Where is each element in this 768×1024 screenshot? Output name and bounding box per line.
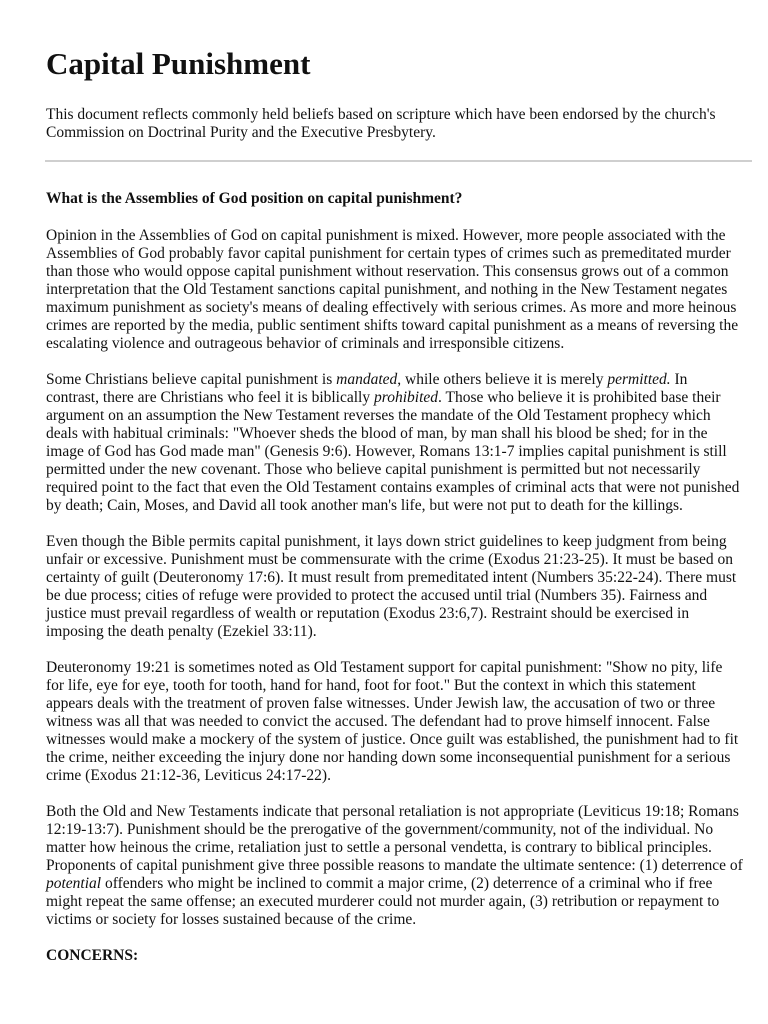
- text-segment: Assemblies of God probably favor capital punishment for certain types of crimes such as premeditated murder: [46, 245, 731, 262]
- text-line: [46, 587, 743, 605]
- text-segment: certainty of guilt (Deuteronomy 17:6). It must result from premeditated intent (Numbers 35:22-24). There must: [46, 569, 737, 586]
- text-segment: This document reflects commonly held beliefs based on scripture which have been endorsed by the church's: [46, 106, 716, 123]
- text-line: [46, 623, 743, 641]
- emphasized-text: permitted.: [607, 371, 671, 388]
- text-line: [46, 893, 743, 911]
- text-line: [46, 713, 743, 731]
- text-line: [46, 911, 743, 929]
- document-body: [46, 227, 743, 965]
- text-segment: , while others believe it is merely: [397, 371, 608, 388]
- text-line: [46, 857, 743, 875]
- body-paragraph: [46, 533, 743, 641]
- text-line: [46, 371, 743, 389]
- text-segment: imposing the death penalty (Ezekiel 33:11).: [46, 623, 317, 640]
- emphasized-text: prohibited: [374, 389, 439, 406]
- text-line: [46, 443, 743, 461]
- text-segment: interpretation that the Old Testament sanctions capital punishment, and nothing in the New Testament negates: [46, 281, 728, 298]
- text-segment: Deuteronomy 19:21 is sometimes noted as Old Testament support for capital punishment: "Show no pity, life: [46, 659, 723, 676]
- text-line: [46, 227, 743, 245]
- text-segment: 12:19-13:7). Punishment should be the prerogative of the government/community, not of the individual. No: [46, 821, 714, 838]
- text-segment: Opinion in the Assemblies of God on capital punishment is mixed. However, more people associated with the: [46, 227, 726, 244]
- text-segment: for life, eye for eye, tooth for tooth, hand for hand, foot for foot." But the context in which this statement: [46, 677, 696, 694]
- text-segment: than those who would oppose capital punishment without reservation. This consensus grows out of a common: [46, 263, 729, 280]
- text-segment: . Those who believe it is prohibited base their: [438, 389, 721, 406]
- text-line: [46, 299, 743, 317]
- text-line: [46, 281, 743, 299]
- text-line: [46, 124, 716, 142]
- text-segment: escalating violence and outrageous behavior of criminals and irresponsible citizens.: [46, 335, 565, 352]
- concerns-heading: CONCERNS:: [46, 947, 139, 964]
- text-line: [46, 407, 743, 425]
- text-line: [46, 803, 743, 821]
- text-segment: image of God has God made man" (Genesis 9:6). However, Romans 13:1-7 implies capital punishment is still: [46, 443, 727, 460]
- text-line: [46, 461, 743, 479]
- text-segment: appears deals with the treatment of proven false witnesses. Under Jewish law, the accusation of two or three: [46, 695, 716, 712]
- text-segment: unfair or excessive. Punishment must be commensurate with the crime (Exodus 21:23-25). It must be based on: [46, 551, 734, 568]
- body-paragraph: [46, 659, 743, 785]
- text-segment: offenders who might be inclined to commit a major crime, (2) deterrence of a criminal who if free: [101, 875, 713, 892]
- text-segment: Some Christians believe capital punishment is: [46, 371, 337, 388]
- text-segment: maximum punishment as society's means of dealing effectively with serious crimes. As more and more heinous: [46, 299, 737, 316]
- text-line: [46, 605, 743, 623]
- text-segment: Proponents of capital punishment give three possible reasons to mandate the ultimate sentence: (1) deterrence of: [46, 857, 743, 874]
- text-segment: Commission on Doctrinal Purity and the Executive Presbytery.: [46, 124, 436, 141]
- text-segment: contrast, there are Christians who feel it is biblically: [46, 389, 374, 406]
- text-line: [46, 245, 743, 263]
- text-line: [46, 839, 743, 857]
- text-segment: permitted under the new covenant. Those who believe capital punishment is permitted but not necessarily: [46, 461, 701, 478]
- text-line: [46, 335, 743, 353]
- text-segment: might repeat the same offense; an executed murderer could not murder again, (3) retribution or repayment to: [46, 893, 720, 910]
- text-segment: argument on an assumption the New Testament reverses the mandate of the Old Testament prophecy which: [46, 407, 711, 424]
- divider: [45, 160, 752, 162]
- text-line: [46, 677, 743, 695]
- text-line: [46, 479, 743, 497]
- text-segment: be due process; cities of refuge were provided to protect the accused until trial (Numbers 35). Fairness and: [46, 587, 708, 604]
- body-paragraph: [46, 371, 743, 515]
- emphasized-text: potential: [46, 875, 102, 892]
- text-segment: In: [670, 371, 688, 388]
- page-title: Capital Punishment: [46, 46, 311, 81]
- emphasized-text: mandated: [336, 371, 398, 388]
- text-line: [46, 551, 743, 569]
- text-segment: crime (Exodus 21:12-36, Leviticus 24:17-22).: [46, 767, 331, 784]
- text-line: [46, 106, 716, 124]
- text-segment: Both the Old and New Testaments indicate that personal retaliation is not appropriate (Leviticus 19:18; Romans: [46, 803, 739, 820]
- section-question-heading: What is the Assemblies of God position on capital punishment?: [46, 190, 463, 207]
- text-segment: matter how heinous the crime, retaliation just to settle a personal vendetta, is contrary to biblical principles.: [46, 839, 712, 856]
- text-line: [46, 875, 743, 893]
- body-paragraph: [46, 803, 743, 929]
- text-line: [46, 695, 743, 713]
- text-line: [46, 533, 743, 551]
- text-line: [46, 659, 743, 677]
- text-segment: witness was all that was needed to convict the accused. The defendant had to prove himself innocent. False: [46, 713, 710, 730]
- text-line: [46, 263, 743, 281]
- intro-paragraph: [46, 106, 716, 142]
- text-line: [46, 731, 743, 749]
- text-line: [46, 389, 743, 407]
- text-segment: justice must prevail regardless of wealth or reputation (Exodus 23:6,7). Restraint should be exercised in: [46, 605, 690, 622]
- text-segment: required point to the fact that even the Old Testament contains examples of criminal acts that were not punished: [46, 479, 740, 496]
- text-line: [46, 425, 743, 443]
- text-segment: crimes are reported by the media, public sentiment shifts toward capital punishment as a means of reversing the: [46, 317, 739, 334]
- text-line: [46, 749, 743, 767]
- text-line: [46, 767, 743, 785]
- text-segment: deals with habitual criminals: "Whoever sheds the blood of man, by man shall his blood be shed; for in the: [46, 425, 708, 442]
- text-segment: by death; Cain, Moses, and David all took another man's life, but were not put to death for the killings.: [46, 497, 683, 514]
- text-segment: Even though the Bible permits capital punishment, it lays down strict guidelines to keep judgment from being: [46, 533, 727, 550]
- text-segment: the crime, neither exceeding the injury done nor handing down some inconsequential punishment for a serious: [46, 749, 731, 766]
- text-segment: victims or society for losses sustained because of the crime.: [46, 911, 417, 928]
- body-paragraph: [46, 227, 743, 353]
- text-line: [46, 821, 743, 839]
- text-segment: witnesses would make a mockery of the system of justice. Once guilt was established, the punishment had to fit: [46, 731, 739, 748]
- text-line: [46, 317, 743, 335]
- text-line: [46, 497, 743, 515]
- text-line: [46, 569, 743, 587]
